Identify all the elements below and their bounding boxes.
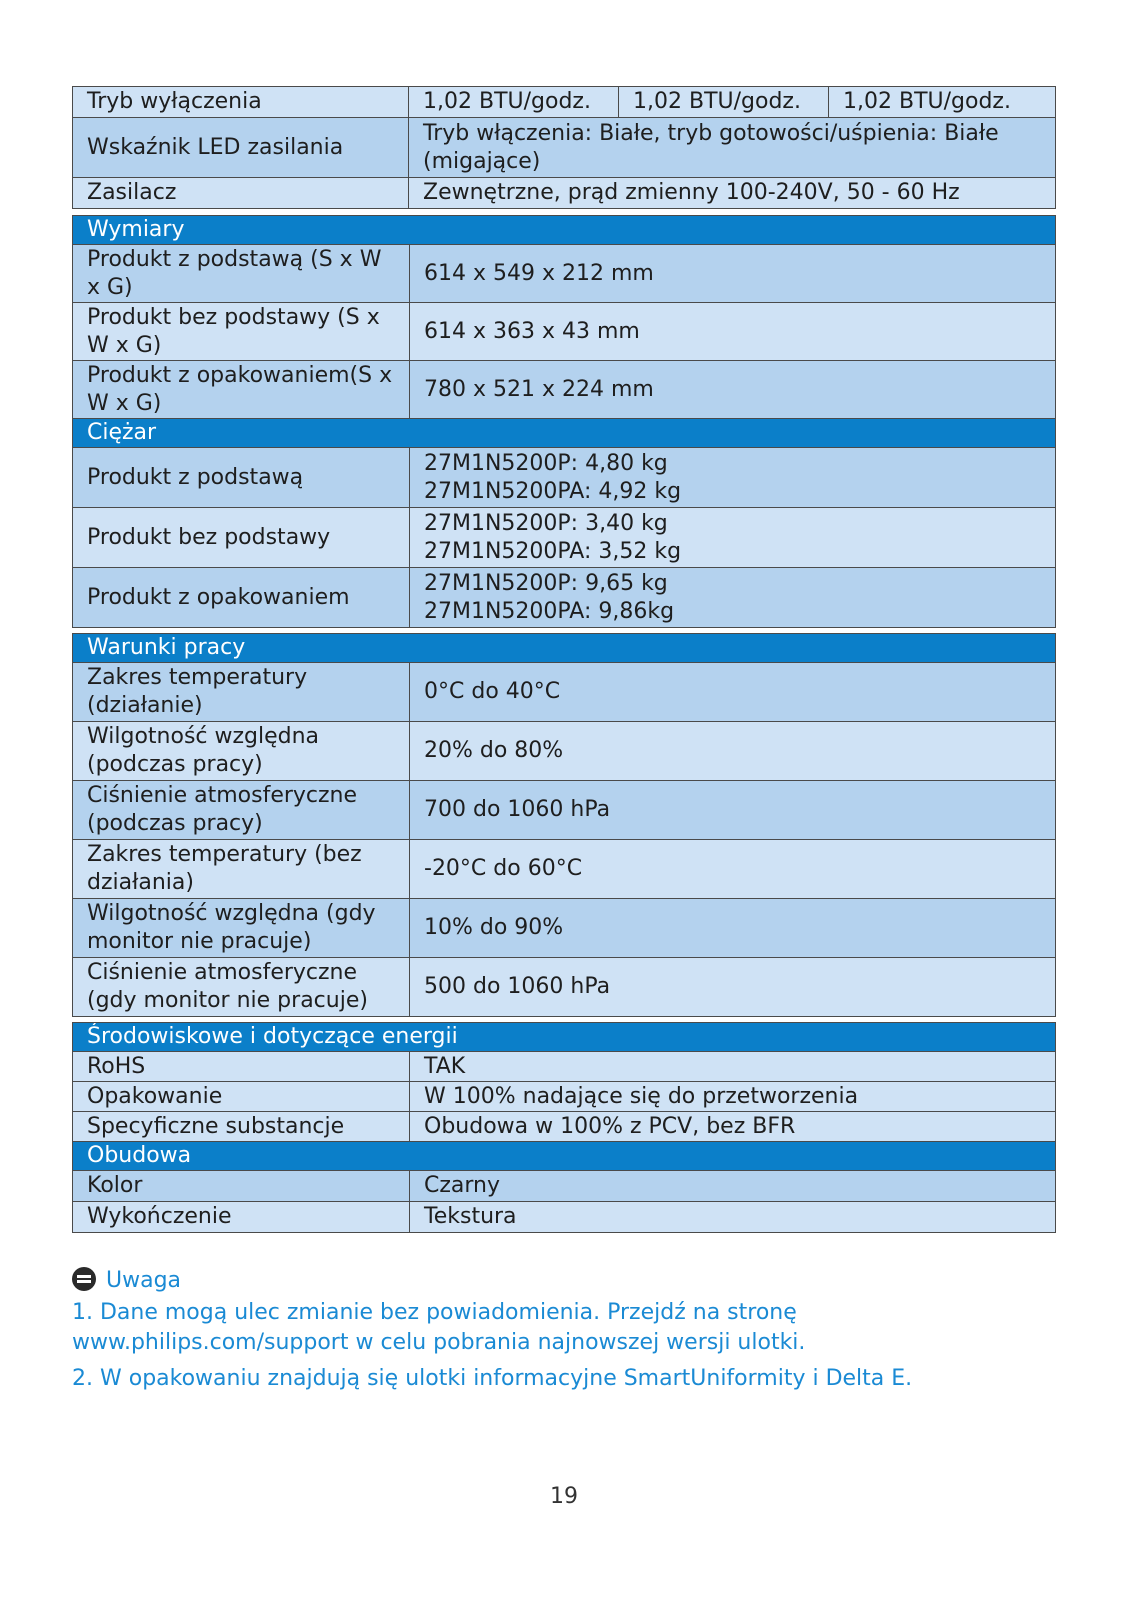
section-header bbox=[73, 1023, 1056, 1052]
value-line: 27M1N5200P: 9,65 kg bbox=[424, 570, 668, 596]
table-row bbox=[73, 448, 1056, 508]
row-value bbox=[410, 448, 1056, 508]
page-number: 19 bbox=[550, 1484, 578, 1509]
row-label: Wilgotność względna (podczas pracy) bbox=[73, 722, 410, 781]
section-title: Środowiskowe i dotyczące energii bbox=[73, 1023, 1056, 1052]
row-value: TAK bbox=[410, 1052, 1056, 1082]
power-table bbox=[72, 86, 1056, 209]
row-value: 0°C do 40°C bbox=[410, 663, 1056, 722]
section-title: Obudowa bbox=[73, 1142, 1056, 1171]
row-value: Obudowa w 100% z PCV, bez BFR bbox=[410, 1112, 1056, 1142]
row-value: 1,02 BTU/godz. bbox=[829, 87, 1056, 118]
value-line: 27M1N5200P: 3,40 kg bbox=[424, 510, 668, 536]
row-value: Tryb włączenia: Białe, tryb gotowości/uśpienia: Białe (migające) bbox=[409, 118, 1056, 178]
dimensions-weight-table bbox=[72, 215, 1056, 628]
row-value: 700 do 1060 hPa bbox=[410, 781, 1056, 840]
table-row bbox=[73, 303, 1056, 361]
row-value: 780 x 521 x 224 mm bbox=[410, 361, 1056, 419]
table-row bbox=[73, 178, 1056, 209]
row-value: 1,02 BTU/godz. bbox=[409, 87, 619, 118]
table-row bbox=[73, 781, 1056, 840]
value-line: 27M1N5200P: 4,80 kg bbox=[424, 450, 668, 476]
note-title: Uwaga bbox=[106, 1268, 182, 1293]
row-value: 500 do 1060 hPa bbox=[410, 958, 1056, 1017]
row-label: Specyficzne substancje bbox=[73, 1112, 410, 1142]
section-title: Wymiary bbox=[73, 216, 1056, 245]
row-label: Tryb wyłączenia bbox=[73, 87, 409, 118]
table-row bbox=[73, 361, 1056, 419]
row-label: Ciśnienie atmosferyczne (podczas pracy) bbox=[73, 781, 410, 840]
note-icon bbox=[72, 1267, 96, 1291]
row-value: Tekstura bbox=[410, 1202, 1056, 1233]
table-row bbox=[73, 840, 1056, 899]
table-row bbox=[73, 508, 1056, 568]
table-row bbox=[73, 899, 1056, 958]
row-label: Produkt z opakowaniem(S x W x G) bbox=[73, 361, 410, 419]
table-row bbox=[73, 118, 1056, 178]
table-row bbox=[73, 958, 1056, 1017]
row-label: Zakres temperatury (działanie) bbox=[73, 663, 410, 722]
table-row bbox=[73, 722, 1056, 781]
row-value: 10% do 90% bbox=[410, 899, 1056, 958]
row-label: Wykończenie bbox=[73, 1202, 410, 1233]
note-item: 1. Dane mogą ulec zmianie bez powiadomienia. Przejdź na stronę www.philips.com/support w celu pobrania najnowszej wersji ulotki. bbox=[72, 1300, 806, 1355]
note-heading bbox=[72, 1266, 1062, 1296]
row-value: 1,02 BTU/godz. bbox=[619, 87, 829, 118]
row-value bbox=[410, 508, 1056, 568]
row-label: Produkt bez podstawy (S x W x G) bbox=[73, 303, 410, 361]
table-row bbox=[73, 245, 1056, 303]
section-header bbox=[73, 634, 1056, 663]
table-row bbox=[73, 568, 1056, 628]
table-row bbox=[73, 1082, 1056, 1112]
row-label: Opakowanie bbox=[73, 1082, 410, 1112]
row-label: RoHS bbox=[73, 1052, 410, 1082]
value-line: 27M1N5200PA: 3,52 kg bbox=[424, 538, 682, 564]
value-line: 27M1N5200PA: 9,86kg bbox=[424, 598, 675, 624]
note-section bbox=[72, 1266, 1062, 1394]
row-value: 20% do 80% bbox=[410, 722, 1056, 781]
row-label: Ciśnienie atmosferyczne (gdy monitor nie pracuje) bbox=[73, 958, 410, 1017]
table-row bbox=[73, 1052, 1056, 1082]
table-row bbox=[73, 663, 1056, 722]
row-label: Kolor bbox=[73, 1171, 410, 1202]
section-header bbox=[73, 1142, 1056, 1171]
row-value bbox=[410, 568, 1056, 628]
row-value: Zewnętrzne, prąd zmienny 100-240V, 50 - 60 Hz bbox=[409, 178, 1056, 209]
environment-housing-table bbox=[72, 1022, 1056, 1233]
row-label: Zakres temperatury (bez działania) bbox=[73, 840, 410, 899]
row-label: Wskaźnik LED zasilania bbox=[73, 118, 409, 178]
table-row bbox=[73, 1112, 1056, 1142]
row-value: W 100% nadające się do przetworzenia bbox=[410, 1082, 1056, 1112]
table-row bbox=[73, 1171, 1056, 1202]
row-value: 614 x 363 x 43 mm bbox=[410, 303, 1056, 361]
operating-table bbox=[72, 633, 1056, 1017]
value-line: 27M1N5200PA: 4,92 kg bbox=[424, 478, 682, 504]
row-label: Produkt z podstawą (S x W x G) bbox=[73, 245, 410, 303]
section-header bbox=[73, 419, 1056, 448]
section-title: Ciężar bbox=[73, 419, 1056, 448]
section-header bbox=[73, 216, 1056, 245]
row-label: Produkt z podstawą bbox=[73, 448, 410, 508]
row-value: 614 x 549 x 212 mm bbox=[410, 245, 1056, 303]
row-label: Produkt bez podstawy bbox=[73, 508, 410, 568]
note-item: 2. W opakowaniu znajdują się ulotki informacyjne SmartUniformity i Delta E. bbox=[72, 1366, 913, 1391]
row-label: Zasilacz bbox=[73, 178, 409, 209]
table-row bbox=[73, 1202, 1056, 1233]
row-label: Wilgotność względna (gdy monitor nie pracuje) bbox=[73, 899, 410, 958]
row-value: Czarny bbox=[410, 1171, 1056, 1202]
row-value: -20°C do 60°C bbox=[410, 840, 1056, 899]
table-row bbox=[73, 87, 1056, 118]
row-label: Produkt z opakowaniem bbox=[73, 568, 410, 628]
section-title: Warunki pracy bbox=[73, 634, 1056, 663]
